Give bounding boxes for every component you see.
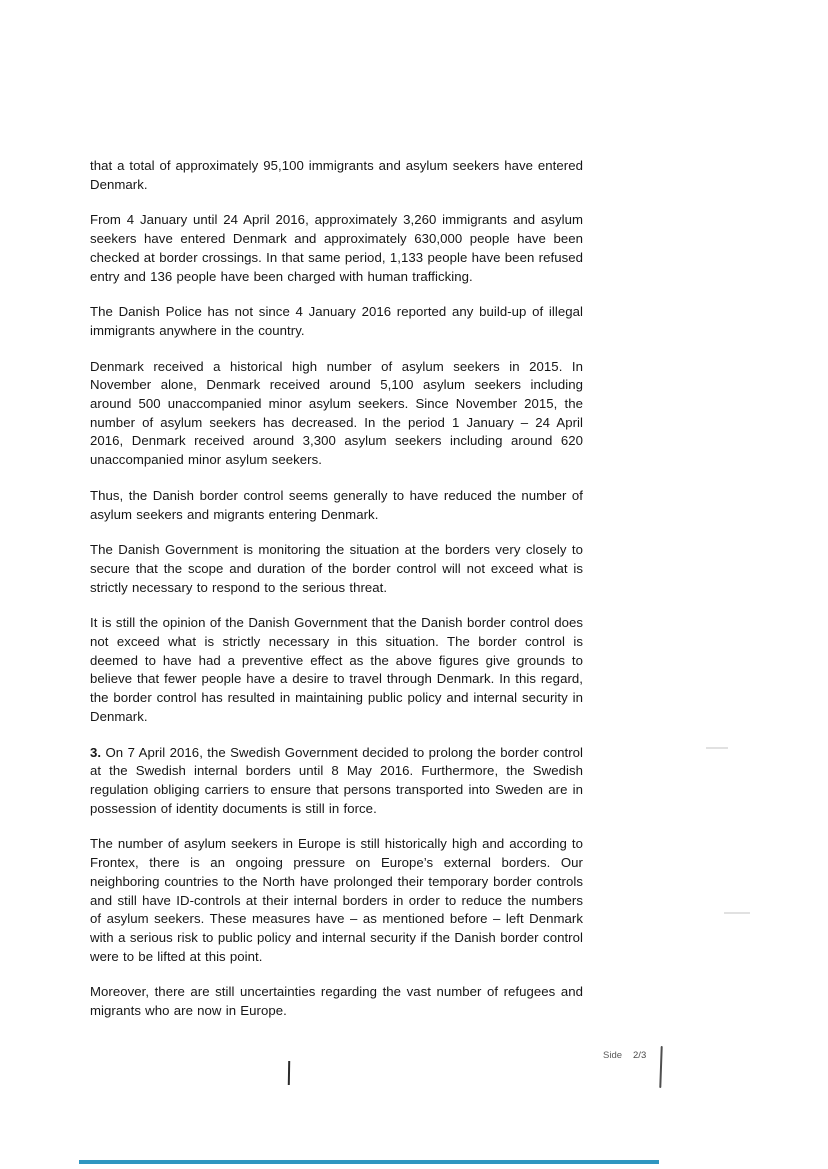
paragraph: Denmark received a historical high number of asylum seekers in 2015. In November alone, Denmark received around 5,100 asylum seekers including around 500 unaccompanied minor asylum seekers. Since November 2015, the number of asylum seekers has decreased. In the period 1 January – 24 April 2016, Denmark received around 3,300 asylum seekers including around 620 unaccompanied minor asylum seekers.	[90, 358, 583, 468]
scan-artifact-mark	[659, 1046, 662, 1088]
scan-smudge	[706, 747, 728, 749]
paragraph-number: 3.	[90, 744, 102, 760]
document-body	[90, 157, 583, 1038]
paragraph: The Danish Government is monitoring the situation at the borders very closely to secure that the scope and duration of the border control will not exceed what is strictly necessary to respond to the serious threat.	[90, 542, 583, 595]
scan-artifact-mark	[288, 1061, 290, 1085]
footer-page-number: 2/3	[633, 1050, 647, 1061]
paragraph: The number of asylum seekers in Europe is still historically high and according to Frontex, there is an ongoing pressure on Europe’s external borders. Our neighboring countries to the North have prolonged their temporary border controls and still have ID-controls at their internal borders in order to reduce the numbers of asylum seekers. These measures have – as mentioned before – left Denmark with a serious risk to public policy and internal security if the Danish border control were to be lifted at this point.	[90, 836, 583, 964]
paragraph: It is still the opinion of the Danish Government that the Danish border control does not exceed what is strictly necessary in this situation. The border control is deemed to have had a preventive effect as the above figures give grounds to believe that fewer people have a desire to travel through Denmark. In this regard, the border control has resulted in maintaining public policy and internal security in Denmark.	[90, 615, 583, 724]
paragraph: that a total of approximately 95,100 immigrants and asylum seekers have entered Denmark.	[90, 158, 583, 192]
footer-label: Side	[603, 1050, 623, 1061]
paragraph: 3. On 7 April 2016, the Swedish Government decided to prolong the border control at the Swedish internal borders until 8 May 2016. Furthermore, the Swedish regulation obliging carriers to ensure that persons transported into Sweden are in possession of identity documents is still in force.	[90, 744, 583, 816]
paragraph: From 4 January until 24 April 2016, approximately 3,260 immigrants and asylum seekers have entered Denmark and approximately 630,000 people have been checked at border crossings. In that same period, 1,133 people have been refused entry and 136 people have been charged with human trafficking.	[90, 212, 583, 284]
paragraph: Moreover, there are still uncertainties regarding the vast number of refugees and migrants who are now in Europe.	[90, 984, 583, 1019]
paragraph: Thus, the Danish border control seems generally to have reduced the number of asylum seekers and migrants entering Denmark.	[90, 487, 583, 522]
scan-edge-line	[79, 1160, 659, 1164]
paragraph: The Danish Police has not since 4 January 2016 reported any build-up of illegal immigrants anywhere in the country.	[90, 304, 583, 338]
page-footer	[603, 1050, 646, 1061]
scan-smudge	[724, 912, 750, 914]
